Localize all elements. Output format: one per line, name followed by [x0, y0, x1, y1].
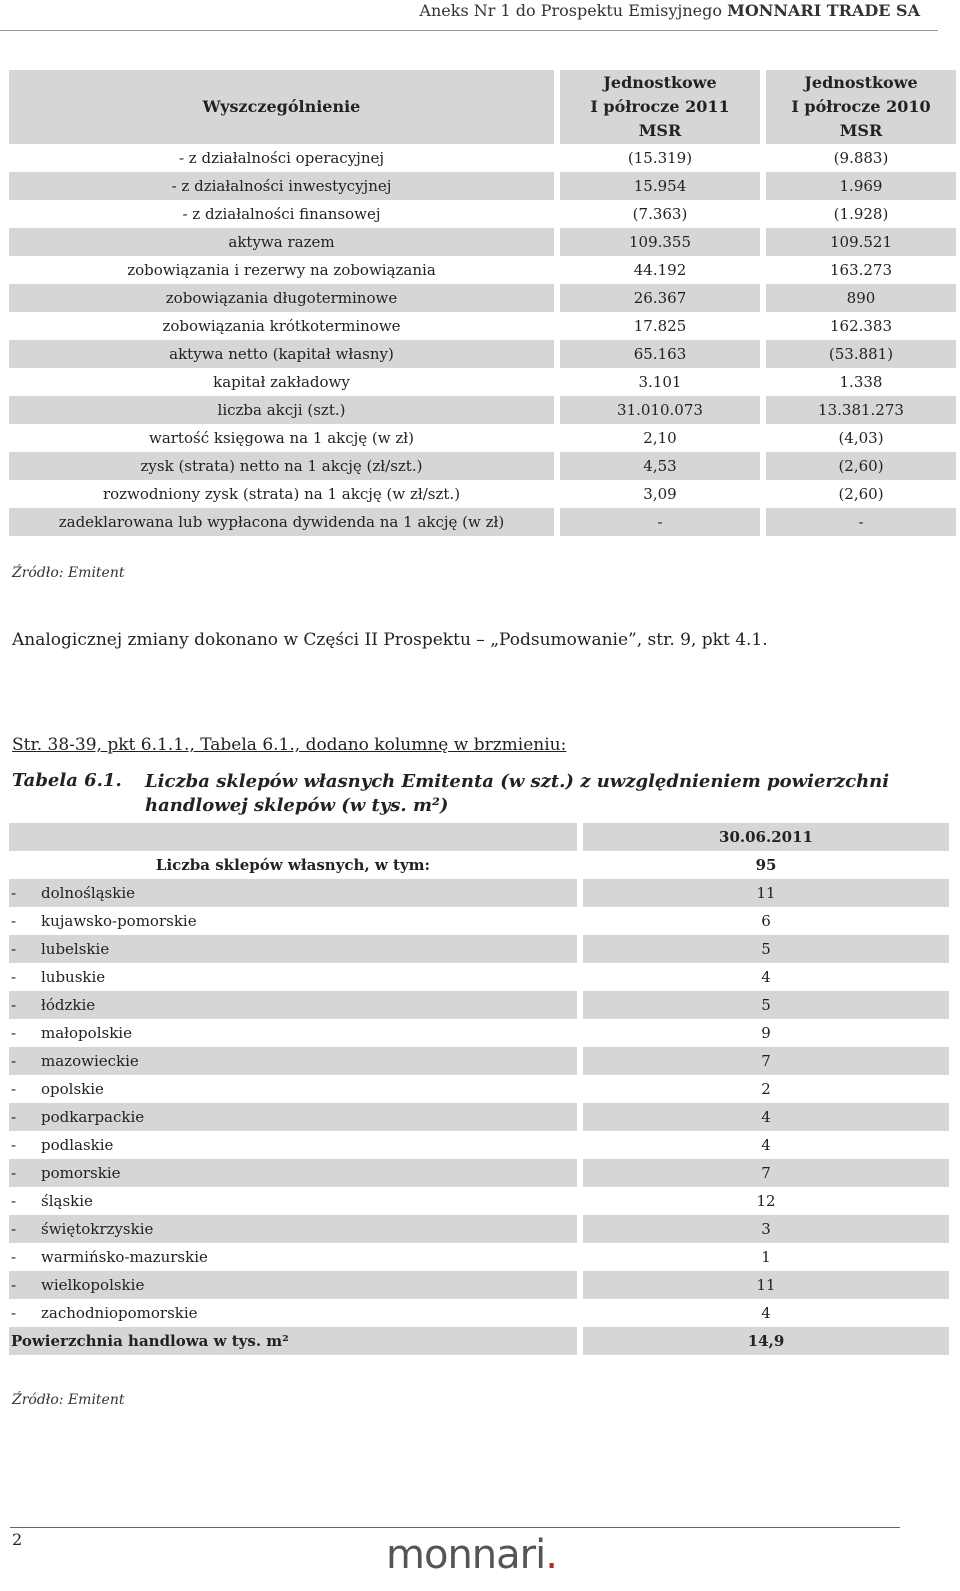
financial-row	[9, 172, 956, 200]
stores-date-header: 30.06.2011	[583, 823, 949, 851]
region-name: łódzkie	[41, 996, 96, 1014]
financial-row	[9, 228, 956, 256]
financial-row-value-2011: 31.010.073	[560, 396, 760, 424]
region-dash: -	[11, 1108, 17, 1126]
region-name: małopolskie	[41, 1024, 132, 1042]
stores-table	[9, 823, 949, 1355]
region-dash: -	[11, 1304, 17, 1322]
column-header-2010: Jednostkowe I półrocze 2010 MSR	[766, 70, 956, 144]
region-store-count: 7	[583, 1047, 949, 1075]
region-store-count: 5	[583, 935, 949, 963]
region-dash: -	[11, 1220, 17, 1238]
header-company: MONNARI TRADE SA	[727, 1, 920, 20]
financial-row-label: zobowiązania i rezerwy na zobowiązania	[127, 261, 436, 279]
region-row	[9, 1215, 949, 1243]
region-dash: -	[11, 1136, 17, 1154]
financial-row-value-2010: 890	[766, 284, 956, 312]
region-name: opolskie	[41, 1080, 104, 1098]
region-store-count: 12	[756, 1192, 776, 1210]
financial-row-value-2011: 65.163	[560, 340, 760, 368]
financial-row-value-2010: 109.521	[766, 228, 956, 256]
region-dash: -	[11, 1024, 17, 1042]
region-row	[9, 1243, 949, 1271]
region-dash: -	[11, 996, 17, 1014]
page-number: 2	[12, 1530, 23, 1549]
financial-row-label: zadeklarowana lub wypłacona dywidenda na 1 akcję (w zł)	[9, 508, 554, 536]
financial-row-label: wartość księgowa na 1 akcję (w zł)	[148, 429, 414, 447]
financial-row-value-2011: 4,53	[560, 452, 760, 480]
financial-row-value-2010: (9.883)	[833, 149, 889, 167]
financial-row-value-2010: (53.881)	[766, 340, 956, 368]
column-header-2011: Jednostkowe I półrocze 2011 MSR	[560, 70, 760, 144]
region-store-count: 4	[761, 968, 771, 986]
region-store-count: 11	[583, 879, 949, 907]
financial-row-value-2010: 13.381.273	[766, 396, 956, 424]
financial-row-value-2011: (7.363)	[632, 205, 688, 223]
financial-row-label: - z działalności inwestycyjnej	[9, 172, 554, 200]
region-row	[9, 1131, 949, 1159]
financial-row-value-2011: 2,10	[643, 429, 677, 447]
financial-row-label: kapitał zakładowy	[213, 373, 350, 391]
region-row	[9, 1103, 949, 1131]
region-row	[9, 1019, 949, 1047]
region-name: kujawsko-pomorskie	[41, 912, 197, 930]
region-name: dolnośląskie	[41, 884, 136, 902]
region-row	[9, 1047, 949, 1075]
region-dash: -	[11, 1052, 17, 1070]
financial-table-header	[9, 70, 956, 144]
region-dash: -	[11, 1080, 17, 1098]
header-title	[419, 1, 920, 20]
region-store-count: 3	[583, 1215, 949, 1243]
region-row	[9, 935, 949, 963]
financial-row-value-2011: 3.101	[638, 373, 682, 391]
region-name: podkarpackie	[41, 1108, 145, 1126]
stores-table-source: Źródło: Emitent	[12, 1392, 125, 1408]
header-prefix: Aneks Nr 1 do Prospektu Emisyjnego	[419, 1, 728, 20]
region-store-count: 4	[761, 1136, 771, 1154]
region-row	[9, 1187, 949, 1215]
region-name: zachodniopomorskie	[41, 1304, 198, 1322]
financial-row-value-2011: 17.825	[633, 317, 687, 335]
region-name: pomorskie	[41, 1164, 121, 1182]
paragraph-change-note: Analogicznej zmiany dokonano w Części II Prospektu – „Podsumowanie”, str. 9, pkt 4.1.	[12, 630, 768, 650]
paragraph-section-reference: Str. 38-39, pkt 6.1.1., Tabela 6.1., dodano kolumnę w brzmieniu:	[12, 735, 567, 755]
region-dash: -	[11, 884, 17, 902]
page-header	[0, 0, 938, 31]
financial-row	[9, 312, 956, 340]
financial-row-value-2010: 1.969	[766, 172, 956, 200]
financial-row-value-2011: (15.319)	[627, 149, 693, 167]
region-row	[9, 879, 949, 907]
financial-row-value-2010: (2,60)	[766, 452, 956, 480]
financial-row-label: liczba akcji (szt.)	[9, 396, 554, 424]
table-title: Liczba sklepów własnych Emitenta (w szt.) z uwzględnieniem powierzchni handlowej sklepów (w tys. m²)	[145, 771, 890, 816]
financial-row	[9, 256, 956, 284]
financial-row-value-2011: 44.192	[633, 261, 687, 279]
stores-total-label: Liczba sklepów własnych, w tym:	[155, 856, 431, 874]
financial-row-label: zysk (strata) netto na 1 akcję (zł/szt.)	[9, 452, 554, 480]
region-name: mazowieckie	[41, 1052, 139, 1070]
region-store-count: 7	[583, 1159, 949, 1187]
financial-row-value-2011: 109.355	[560, 228, 760, 256]
financial-row-label: zobowiązania krótkoterminowe	[162, 317, 401, 335]
financial-row-value-2011: -	[560, 508, 760, 536]
region-dash: -	[11, 940, 17, 958]
region-dash: -	[11, 968, 17, 986]
region-store-count: 9	[761, 1024, 771, 1042]
financial-row-label: aktywa razem	[9, 228, 554, 256]
stores-total-value: 95	[755, 856, 777, 874]
stores-area-row	[9, 1327, 949, 1355]
financial-row-label: zobowiązania długoterminowe	[9, 284, 554, 312]
financial-row	[9, 340, 956, 368]
financial-row-value-2010: (2,60)	[838, 485, 884, 503]
region-dash: -	[11, 1164, 17, 1182]
monnari-logo: monnari.	[386, 1532, 557, 1578]
region-name: podlaskie	[41, 1136, 114, 1154]
region-store-count: 4	[583, 1103, 949, 1131]
region-store-count: 4	[761, 1304, 771, 1322]
financial-row-label: - z działalności finansowej	[182, 205, 381, 223]
region-name: warmińsko-mazurskie	[41, 1248, 208, 1266]
region-store-count: 5	[583, 991, 949, 1019]
region-dash: -	[11, 1276, 17, 1294]
region-store-count: 1	[761, 1248, 771, 1266]
financial-row	[9, 396, 956, 424]
region-dash: -	[11, 1248, 17, 1266]
financial-row-value-2010: -	[766, 508, 956, 536]
region-row	[9, 1075, 949, 1103]
region-store-count: 11	[583, 1271, 949, 1299]
financial-row-label: rozwodniony zysk (strata) na 1 akcję (w zł/szt.)	[102, 485, 461, 503]
footer-divider	[10, 1527, 900, 1528]
stores-table-header	[9, 823, 949, 851]
region-name: świętokrzyskie	[41, 1220, 154, 1238]
financial-row-value-2010: 163.273	[829, 261, 893, 279]
region-dash: -	[11, 1192, 17, 1210]
financial-row	[9, 452, 956, 480]
financial-row-value-2010: 162.383	[829, 317, 893, 335]
region-row	[9, 963, 949, 991]
financial-row-value-2010: 1.338	[839, 373, 883, 391]
region-name: śląskie	[41, 1192, 93, 1210]
financial-row	[9, 480, 956, 508]
financial-table-source: Źródło: Emitent	[12, 565, 125, 581]
column-header-description: Wyszczególnienie	[9, 70, 554, 144]
financial-row	[9, 284, 956, 312]
financial-row-value-2010: (1.928)	[833, 205, 889, 223]
stores-area-value: 14,9	[583, 1327, 949, 1355]
table-label: Tabela 6.1.	[12, 770, 122, 791]
stores-total-row	[9, 851, 949, 879]
financial-row-value-2010: (4,03)	[838, 429, 884, 447]
region-row	[9, 1271, 949, 1299]
region-row	[9, 1299, 949, 1327]
financial-row-label: aktywa netto (kapitał własny)	[9, 340, 554, 368]
region-name: lubuskie	[41, 968, 106, 986]
financial-row	[9, 508, 956, 536]
region-store-count: 6	[761, 912, 771, 930]
stores-area-label: Powierzchnia handlowa w tys. m²	[9, 1327, 577, 1355]
financial-row	[9, 200, 956, 228]
financial-row	[9, 144, 956, 172]
region-row	[9, 907, 949, 935]
financial-table	[9, 70, 956, 536]
region-row	[9, 1159, 949, 1187]
financial-row	[9, 424, 956, 452]
region-name: lubelskie	[41, 940, 110, 958]
financial-row-value-2011: 3,09	[643, 485, 677, 503]
financial-row-value-2011: 15.954	[560, 172, 760, 200]
financial-row-label: - z działalności operacyjnej	[178, 149, 385, 167]
financial-row-value-2011: 26.367	[560, 284, 760, 312]
region-row	[9, 991, 949, 1019]
region-store-count: 2	[761, 1080, 771, 1098]
region-name: wielkopolskie	[41, 1276, 145, 1294]
financial-row	[9, 368, 956, 396]
region-dash: -	[11, 912, 17, 930]
